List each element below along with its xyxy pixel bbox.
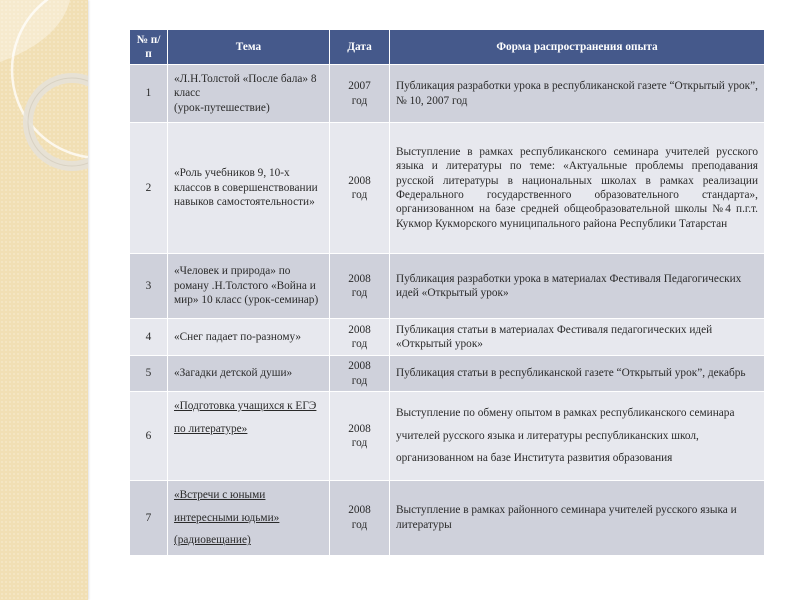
experience-table — [129, 29, 765, 556]
cell-num: 7 — [130, 481, 168, 556]
table-row — [130, 254, 765, 319]
topic-link-text[interactable]: «Встречи с юными интересными юдьми» (радиовещание) — [174, 489, 280, 547]
cell-date: 2008 год — [330, 123, 390, 254]
cell-topic: «Роль учебников 9, 10-х классов в совершенствовании навыков самостоятельности» — [168, 123, 330, 254]
topic-link-text[interactable]: «Подготовка учащихся к ЕГЭ по литературе» — [174, 400, 317, 435]
cell-num: 1 — [130, 65, 168, 123]
cell-num: 4 — [130, 319, 168, 356]
cell-topic-link[interactable] — [168, 481, 330, 556]
cell-num: 5 — [130, 356, 168, 392]
header-num: № п/п — [130, 30, 168, 65]
cell-date: 2008 год — [330, 392, 390, 481]
cell-date: 2008 год — [330, 356, 390, 392]
cell-date: 2008 год — [330, 481, 390, 556]
cell-topic-link[interactable] — [168, 392, 330, 481]
cell-num: 6 — [130, 392, 168, 481]
cell-form: Выступление по обмену опытом в рамках республиканского семинара учителей русского языка и литературы республиканских школ, организованном на базе Института развития образования — [390, 392, 765, 481]
cell-topic: «Человек и природа» по роману .Н.Толстого «Война и мир» 10 класс (урок-семинар) — [168, 254, 330, 319]
header-date: Дата — [330, 30, 390, 65]
table-row — [130, 356, 765, 392]
cell-date: 2008 год — [330, 254, 390, 319]
decorative-circles-icon — [0, 0, 88, 600]
cell-date: 2007 год — [330, 65, 390, 123]
decorative-side-panel — [0, 0, 88, 600]
cell-num: 2 — [130, 123, 168, 254]
cell-form: Публикация статьи в материалах Фестиваля педагогических идей «Открытый урок» — [390, 319, 765, 356]
table-row — [130, 481, 765, 556]
cell-topic: «Л.Н.Толстой «После бала» 8 класс (урок-путешествие) — [168, 65, 330, 123]
cell-num: 3 — [130, 254, 168, 319]
cell-form: Выступление в рамках районного семинара учителей русского языка и литературы — [390, 481, 765, 556]
table-row — [130, 65, 765, 123]
cell-topic: «Снег падает по-разному» — [168, 319, 330, 356]
header-form: Форма распространения опыта — [390, 30, 765, 65]
table-row — [130, 392, 765, 481]
cell-form: Выступление в рамках республиканского семинара учителей русского языка и литературы по теме: «Актуальные проблемы преподавания русской литературы в национальных школах в рамках реализации Федерального государственного образовательного стандарта», организованном на базе средней общеобразовательной школы №4 п.г.т. Кукмор Кукморского муниципального района Республики Татарстан — [390, 123, 765, 254]
cell-date: 2008 год — [330, 319, 390, 356]
experience-table-container — [129, 29, 764, 556]
cell-topic: «Загадки детской души» — [168, 356, 330, 392]
table-row — [130, 123, 765, 254]
cell-form: Публикация разработки урока в республиканской газете “Открытый урок”, № 10, 2007 год — [390, 65, 765, 123]
table-header-row — [130, 30, 765, 65]
cell-form: Публикация статьи в республиканской газете “Открытый урок”, декабрь — [390, 356, 765, 392]
cell-form: Публикация разработки урока в материалах Фестиваля Педагогических идей «Открытый урок» — [390, 254, 765, 319]
table-row — [130, 319, 765, 356]
header-topic: Тема — [168, 30, 330, 65]
